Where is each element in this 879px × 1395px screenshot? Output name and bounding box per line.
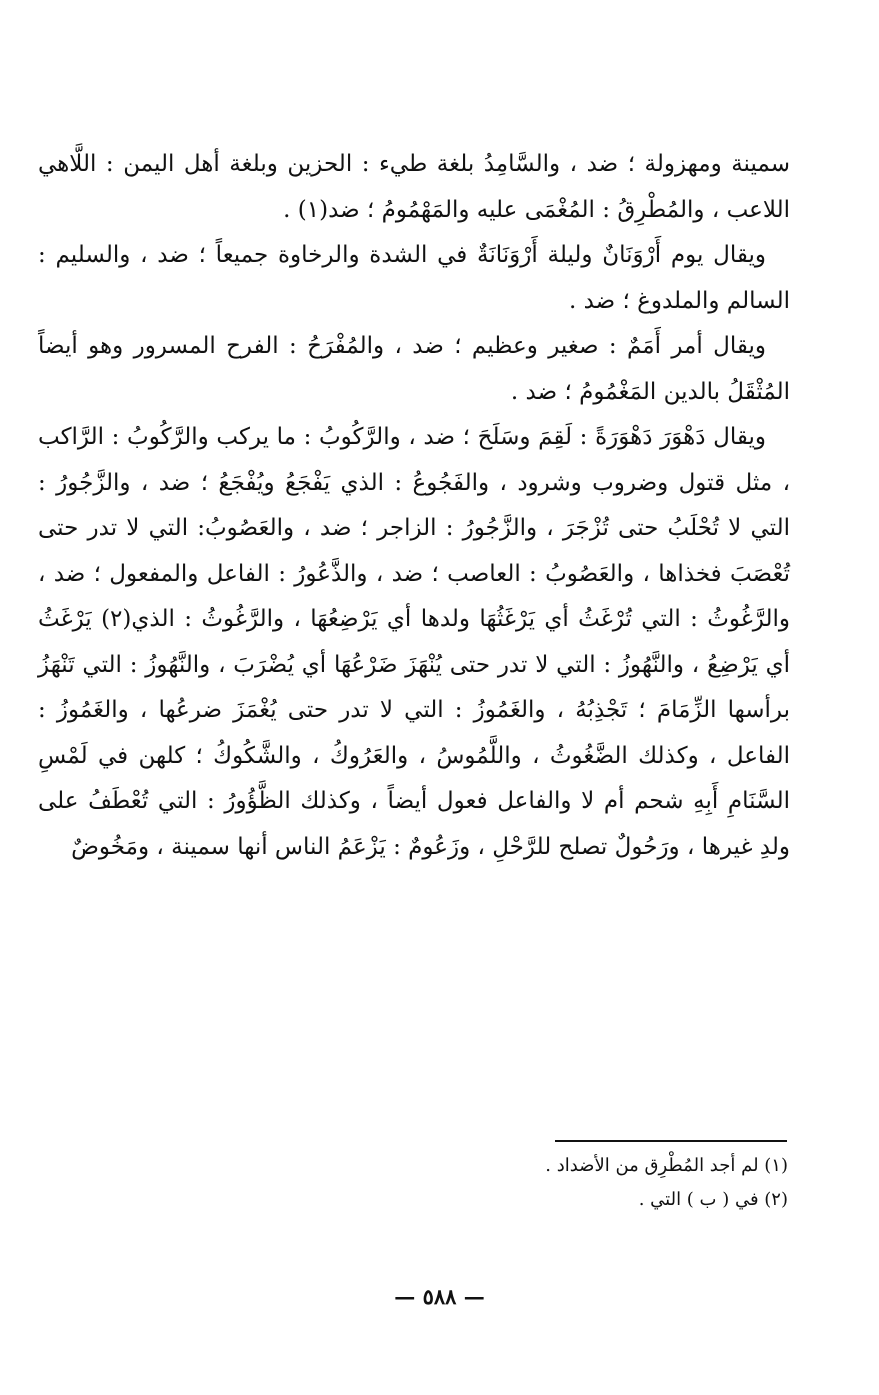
page-number: — ٥٨٨ — (394, 1284, 485, 1309)
footnote-divider (555, 1140, 787, 1142)
footnote: (١) لم أجد المُطْرِق من الأضداد . (545, 1155, 788, 1176)
paragraph: ويقال دَهْوَرَ دَهْوَرَةً : لَقِمَ وسَلَحَ ؛ ضد ، والرَّكُوبُ : ما يركب والرَّكُوبُ : الرَّاكب ، مثل قتول وضروب وشرود ، والفَجُوعُ : الذي يَفْجَعُ ويُفْجَعُ ؛ ضد ، والزَّجُورُ : التي لا تُحْلَبُ حتى تُزْجَرَ ، والزَّجُورُ : الزاجر ؛ ضد ، والعَصُوبُ: التي لا تدر حتى تُعْصَبَ فخذاها ، والعَصُوبُ : العاصب ؛ ضد ، والذَّعُورُ : الفاعل والمفعول ؛ ضد ، والرَّغُوثُ : التي تُرْغَثُ أي يَرْغَثُهَا ولدها أي يَرْضِعُهَا ، والرَّغُوثُ : الذي(٢) يَرْغَثُ أي يَرْضِعُ ، والنَّهُوزُ : التي لا تدر حتى يُنْهَزَ ضَرْعُهَا أي يُضْرَبَ ، والنَّهُوزُ : التي تَنْهَزُ برأسها الزِّمَامَ ؛ تَجْذِبُهُ ، والغَمُوزُ : التي لا تدر حتى يُغْمَزَ ضرعُها ، والغَمُوزُ : الفاعل ، وكذلك الضَّغُوثُ ، واللَّمُوسُ ، والعَرُوكُ ، والشَّكُوكُ ؛ كلهن في لَمْسِ السَّنَامِ أَبِهِ شحم أم لا والفاعل فعول أيضاً ، وكذلك الظَّؤُورُ : التي تُعْطَفُ على ولدِ غيرها ، ورَحُولٌ تصلح للرَّحْلِ ، وزَعُومٌ : يَزْعَمُ الناس أنها سمينة ، ومَخُوضٌ (38, 424, 790, 860)
main-text-block (38, 142, 790, 870)
paragraph: سمينة ومهزولة ؛ ضد ، والسَّامِدُ بلغة طيء : الحزين وبلغة أهل اليمن : اللَّاهي اللاعب ، والمُطْرِقُ : المُغْمَى عليه والمَهْمُومُ ؛ ضد(١) . (38, 151, 790, 223)
footnote: (٢) في ( ب ) التي . (638, 1189, 788, 1210)
paragraph: ويقال يوم أَرْوَنَانٌ وليلة أَرْوَنَانَةٌ في الشدة والرخاوة جميعاً ؛ ضد ، والسليم : السالم والملدوغ ؛ ضد . (38, 242, 790, 314)
paragraph: ويقال أمر أَمَمٌ : صغير وعظيم ؛ ضد ، والمُفْرَحُ : الفرح المسرور وهو أيضاً المُثْقَلُ بالدين المَغْمُومُ ؛ ضد . (38, 333, 790, 405)
footnotes-block (380, 1149, 788, 1217)
